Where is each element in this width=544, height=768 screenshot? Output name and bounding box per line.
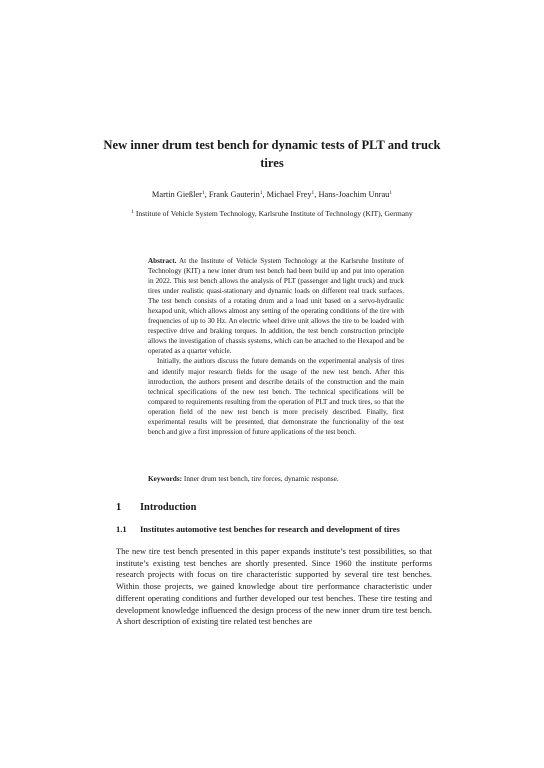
keywords-label: Keywords: [148,474,183,483]
paper-title: New inner drum test bench for dynamic tests of PLT and truck tires [103,138,441,170]
abstract-text: At the Institute of Vehicle System Technology at the Karlsruhe Institute of Technology (KIT) a new inner drum test bench had been build up and put into operation in 2022. This test bench allows the analysis of PLT (passenger and light truck) and truck tires under realistic quasi-stationary and dynamic loads on different real track surfaces. The test bench consists of a rotating drum and a load unit based on a servo-hydraulic hexapod unit, which allows almost any setting of the operating conditions of the tire with frequencies of up to 30 Hz. An electric wheel drive unit allows the tire to be loaded with respective drive and braking torques. In addition, the test bench construction principle allows the investigation of chassis systems, which can be attached to the Hexapod and be operated as a quarter vehicle. [148,257,404,356]
author-affiliation-mark: 1 [389,190,393,196]
section-number: 1 [116,502,122,513]
keywords [148,474,404,484]
abstract-label: Abstract. [148,257,177,265]
abstract-paragraph: Initially, the authors discuss the future demands on the experimental analysis of tires and identify major research fields for the usage of the new test bench. After this introduction, the authors present and describe details of the construction and the main technical specifications of the new test bench. The technical specifications will be compared to requirements resulting from the operation of PLT and truck tires, so that the operation field of the new test bench is more precisely described. Finally, first experimental results will be presented, that demonstrate the functionality of the test bench and give a first impression of future applications of the test bench. [148,357,404,436]
section-heading [116,501,436,514]
author-name: Hans-Joachim Unrau [318,190,390,199]
author-name: Michael Frey [266,190,312,199]
author-affiliation-mark: 1 [259,190,263,196]
body-paragraph: The new tire test bench presented in this paper expands institute’s test possibilities, so that institute’s existing test benches are shortly presented. Since 1960 the institute performs research projects with focus on tire characteristic supported by several tire test benches. Within those projects, we gained knowledge about tire performance characteristic under different operating conditions and further developed our test benches. These tire testing and development knowledge influenced the design process of the new inner drum tire test bench. A short description of existing tire related test benches are [116,546,432,627]
keywords-text: Inner drum test bench, tire forces, dynamic response. [183,474,339,483]
abstract [148,256,404,437]
author-name: Martin Gießler [151,190,202,199]
section-title: Introduction [140,502,197,513]
subsection-title: Institutes automotive test benches for research and development of tires [140,524,400,534]
author-name: Frank Gauterin [208,190,260,199]
abstract-paragraph [148,256,404,356]
affiliation-text: Institute of Vehicle System Technology, Karlsruhe Institute of Technology (KIT), Germany [135,209,413,218]
author-affiliation-mark: 1 [201,190,205,196]
subsection-heading [116,524,436,535]
affiliation [0,209,544,219]
body-text [116,546,432,628]
affiliation-number: 1 [131,209,134,215]
author-affiliation-mark: 1 [311,190,315,196]
author-list: Martin Gießler$^1$, Frank Gauterin$^1$, Michael Frey$^1$, Hans-Joachim Unrau$^1$ [151,190,393,199]
subsection-number: 1.1 [116,524,127,534]
